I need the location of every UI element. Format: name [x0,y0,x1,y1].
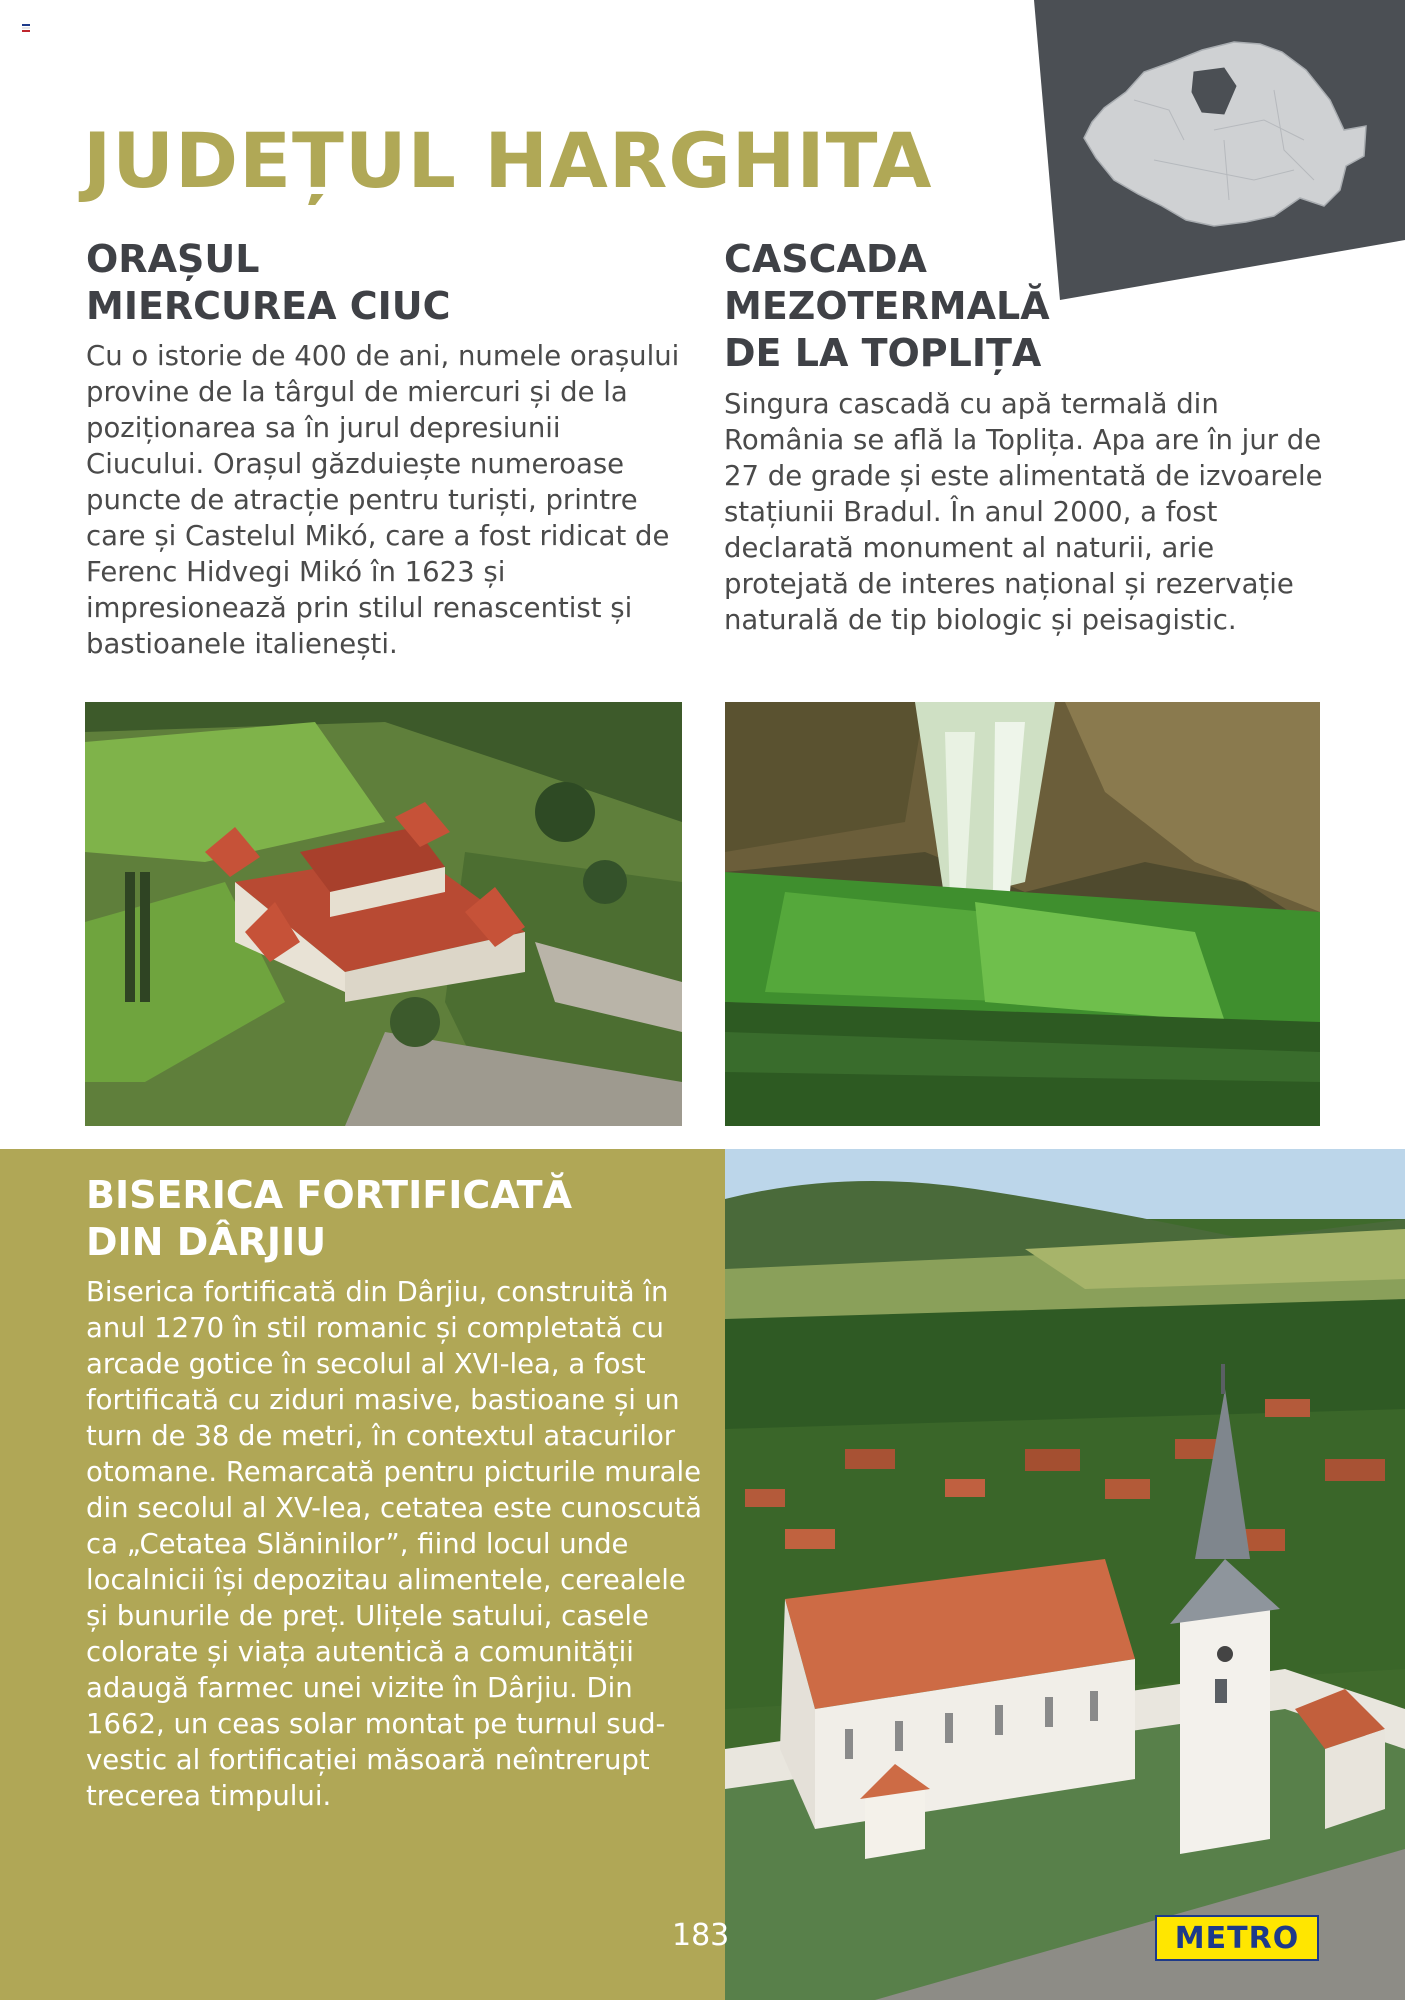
page-title: JUDEȚUL HARGHITA [83,116,933,205]
section-title-cascada [724,236,1284,377]
section-body-biserica: Biserica fortificată din Dârjiu, construită în anul 1270 în stil romanic și completată cu arcade gotice în secolul al XVI-lea, a fost fortificată cu ziduri masive, bastioane și un turn de 38 de metri, în contextul atacurilor otomane. Remarcată pentru picturile murale din secolul al XV-lea, cetatea este cunoscută ca „Cetatea Slăninilor”, fiind locul unde localnicii își depozitau alimentele, cerealele și bunurile de preț. Ulițele satului, casele colorate și viața autentică a comunității adaugă farmec unei vizite în Dârjiu. Din 1662, un ceas solar montat pe turnul sud-vestic al fortificației măsoară neîntrerupt trecerea timpului. [86,1276,702,1812]
section-title-line: CASCADA [724,237,927,281]
romania-map-icon [1074,30,1374,245]
section-title-line: BISERICA FORTIFICATĂ [86,1173,573,1217]
section-title-miercurea-ciuc [86,236,646,330]
flag-icon [22,24,30,31]
church-photo [725,1149,1405,2000]
section-title-line: MIERCUREA CIUC [86,284,451,328]
waterfall-photo [725,702,1320,1126]
section-title-line: DIN DÂRJIU [86,1220,327,1264]
section-body-miercurea-ciuc: Cu o istorie de 400 de ani, numele orașului provine de la târgul de miercuri și de la poziționarea sa în jurul depresiunii Ciucului. Orașul găzduiește numeroase puncte de atracție pentru turiști, printre care și Castelul Mikó, care a fost ridicat de Ferenc Hidvegi Mikó în 1623 și impresionează prin stilul renascentist și bastioanele italienești. [86,340,680,660]
section-body-cascada: Singura cascadă cu apă termală din România se află la Toplița. Apa are în jur de 27 de grade și este alimentată de izvoarele stațiunii Bradul. În anul 2000, a fost declarată monument al naturii, arie protejată de interes național și rezervație naturală de tip biologic și peisagistic. [724,388,1323,636]
castle-photo [85,702,682,1126]
section-title-line: MEZOTERMALĂ [724,284,1050,328]
section-title-line: DE LA TOPLIȚA [724,331,1042,375]
section-title-biserica [86,1172,686,1266]
metro-logo: METRO [1155,1915,1319,1961]
section-title-line: ORAȘUL [86,237,260,281]
page-number: 183 [672,1918,730,1953]
